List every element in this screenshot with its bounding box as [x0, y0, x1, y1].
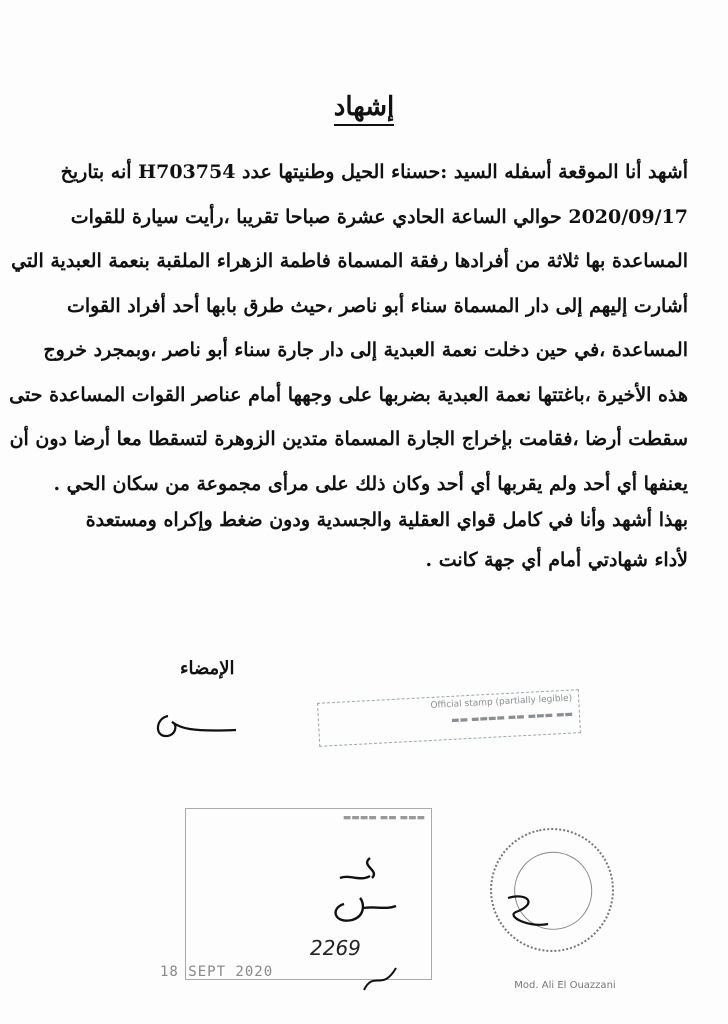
document-title — [0, 92, 728, 122]
handwritten-name-icon — [300, 848, 410, 938]
title-text: إشهاد — [334, 92, 395, 126]
officer-signature-icon — [498, 888, 558, 938]
signature-scribble-icon — [360, 962, 400, 996]
paragraph-line: بهذا أشهد وأنا في كامل قواي العقلية والجسدية ودون ضغط وإكراه ومستعدة — [85, 509, 688, 531]
paragraph-line: يعنفها أي أحد ولم يقربها أي أحد وكان ذلك على مرأى مجموعة من سكان الحي . — [53, 472, 688, 495]
signature-scribble-icon — [150, 708, 240, 742]
stamp-text-line: ▬▬ ▬▬▬ ▬▬ ▬▬▬▬ ▬▬ — [450, 709, 574, 726]
declaration-paragraph — [58, 500, 688, 580]
testimony-paragraph — [9, 150, 688, 506]
stamp-text: Official stamp (partially legible) — [430, 693, 573, 711]
signature-label: الإمضاء — [180, 658, 235, 679]
paragraph-line: لأداء شهادتي أمام أي جهة كانت . — [425, 549, 688, 571]
officer-name: Mod. Ali El Ouazzani — [514, 980, 616, 991]
certification-stamp — [317, 689, 581, 747]
paragraph-line: أشارت إليهم إلى دار المسماة سناء أبو ناصر ،حيث طرق بابها أحد أفراد القوات — [66, 294, 688, 317]
paragraph-line: أشهد أنا الموقعة أسفله السيد :حسناء الحيل وطنيتها عدد H703754 أنه بتاريخ — [60, 161, 688, 183]
date-stamp: 18 SEPT 2020 — [160, 964, 274, 980]
paragraph-line: سقطت أرضا ،فقامت بإخراج الجارة المسماة متدين الزوهرة لتسقطا معا أرضا دون أن — [9, 428, 688, 450]
stamp-header-line: ▬▬▬ ▬▬ ▬▬▬▬ — [342, 813, 425, 823]
paragraph-line: 2020/09/17 حوالي الساعة الحادي عشرة صباحا تقريبا ،رأيت سيارة للقوات — [70, 205, 688, 228]
paragraph-line: المساعدة ،في حين دخلت نعمة العبدية إلى دار جارة سناء أبو ناصر ،وبمجرد خروج — [43, 339, 688, 361]
handwritten-number: 2269 — [310, 936, 361, 960]
paragraph-line: المساعدة بها ثلاثة من أفرادها رفقة المسماة فاطمة الزهراء الملقبة بنعمة العبدية التي — [11, 250, 688, 272]
paragraph-line: هذه الأخيرة ،باغتتها نعمة العبدية بضربها على وجهها أمام عناصر القوات المساعدة حتى — [9, 383, 688, 406]
